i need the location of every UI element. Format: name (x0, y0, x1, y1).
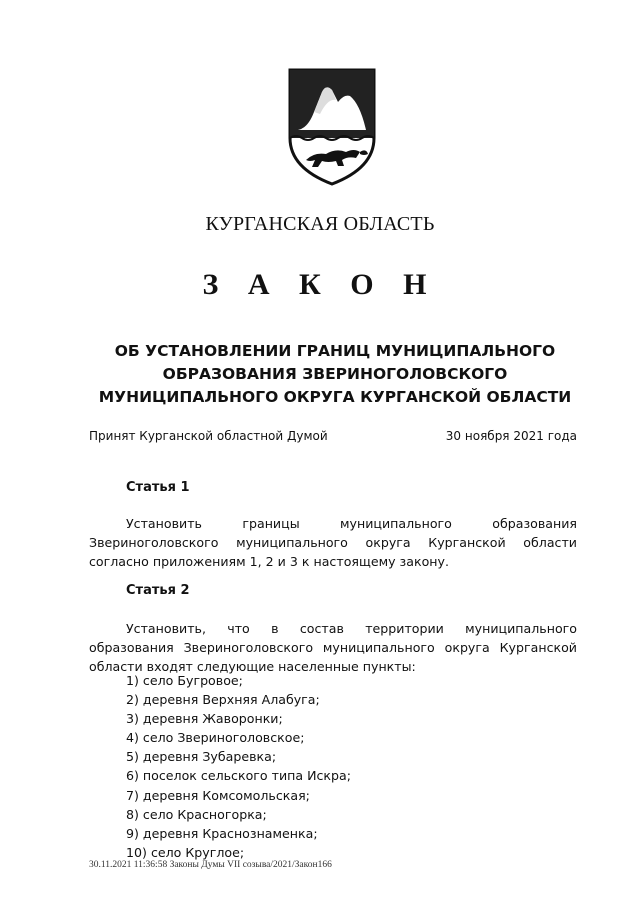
law-title-line: ОБРАЗОВАНИЯ ЗВЕРИНОГОЛОВСКОГО (162, 365, 508, 383)
article-2-text: Установить, что в состав территории муниципального образования Звериноголовского муниципального округа Курганской области входят следующие населенные пункты: (89, 621, 577, 674)
article-1-heading: Статья 1 (126, 480, 190, 495)
list-item: 5) деревня Зубаревка; (126, 749, 277, 765)
list-item: 6) поселок сельского типа Искра; (126, 768, 351, 784)
coat-of-arms-icon (284, 68, 380, 186)
document-footer: 30.11.2021 11:36:58 Законы Думы VII созыва/2021/Закон166 (89, 860, 332, 870)
document-type: З А К О Н (202, 268, 438, 301)
settlement-list (126, 671, 351, 862)
list-item: 9) деревня Краснознаменка; (126, 825, 318, 841)
law-title (90, 340, 580, 409)
list-item: 10) село Круглое; (126, 844, 245, 860)
adopted-by: Принят Курганской областной Думой (89, 429, 328, 443)
region-name: КУРГАНСКАЯ ОБЛАСТЬ (205, 213, 435, 235)
law-title-line: ОБ УСТАНОВЛЕНИИ ГРАНИЦ МУНИЦИПАЛЬНОГО (114, 342, 556, 360)
list-item: 1) село Бугровое; (126, 673, 243, 688)
adoption-date: 30 ноября 2021 года (445, 429, 577, 443)
list-item: 8) село Красногорка; (126, 806, 267, 822)
list-item: 4) село Звериноголовское; (126, 730, 305, 746)
article-2-heading: Статья 2 (126, 583, 190, 598)
list-item: 2) деревня Верхняя Алабуга; (126, 692, 320, 708)
list-item: 3) деревня Жаворонки; (126, 711, 283, 727)
list-item: 7) деревня Комсомольская; (126, 787, 310, 803)
law-title-line: МУНИЦИПАЛЬНОГО ОКРУГА КУРГАНСКОЙ ОБЛАСТИ (98, 388, 572, 406)
article-1-text: Установить границы муниципального образования Звериноголовского муниципального округа Курганской области согласно приложениям 1, 2 и 3 к настоящему закону. (89, 516, 577, 569)
